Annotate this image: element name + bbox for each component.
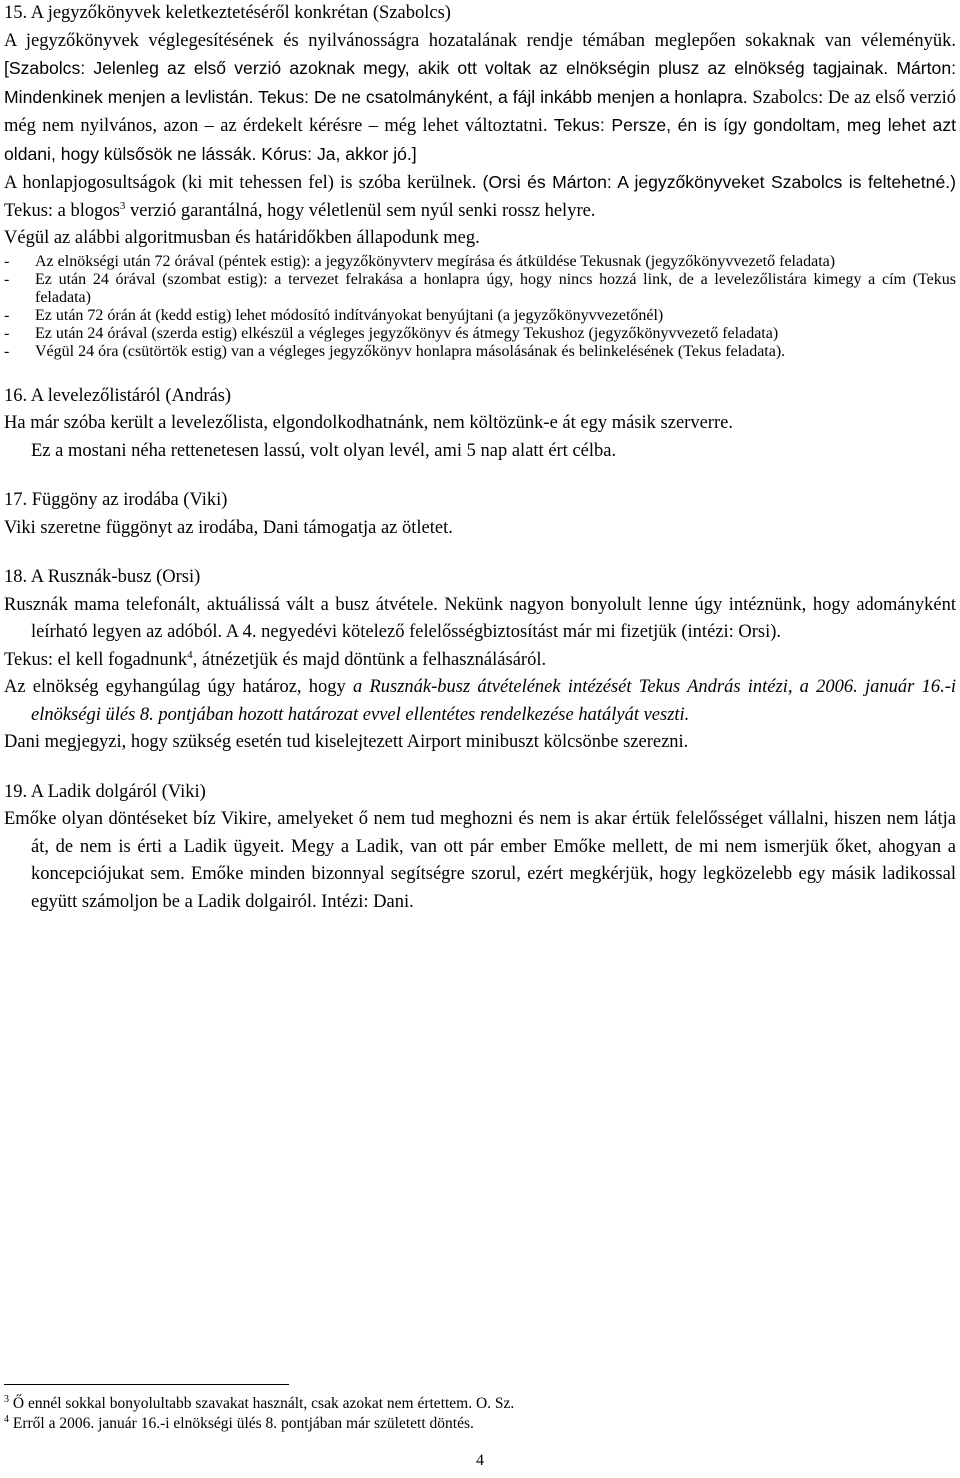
list-item: - Ez után 24 órával (szombat estig): a tervezet felrakása a honlapra úgy, hogy nincs hozzá link, de a levelezőlistára kimegy a cím (Tekus feladata)	[4, 270, 956, 306]
footnote-separator	[4, 1384, 289, 1385]
section-18-text: Rusznák mama telefonált, aktuálissá vált a busz átvétele. Nekünk nagyon bonyolult lenne úgy intéznünk, hogy adományként leírható legyen az adóból. A 4. negyedévi kötelező felelősségbiztosítást már mi fizetjük (intézi: Orsi).	[4, 594, 956, 642]
footnote-ref-3: 3	[119, 199, 126, 212]
list-item: - Az elnökségi után 72 órával (péntek estig): a jegyzőkönyvterv megírása és átküldése Tekusnak (jegyzőkönyvvezető feladata)	[4, 252, 836, 270]
list-item: - Végül 24 óra (csütörtök estig) van a végleges jegyzőkönyv honlapra másolásának és belinkelésének (Tekus feladata).	[4, 342, 786, 360]
footnote-4: $^4$ Erről a 2006. január 16.-i elnökségi ülés 8. pontjában már született döntés.	[4, 1413, 474, 1432]
section-15-rights: A honlapjogosultságok (ki mit tehessen fel) is szóba kerülnek. (Orsi és Márton: A jegyzőkönyveket Szabolcs is feltehetné.) Tekus: a blogos$^3$ verzió garantálná, hogy véletlenül sem nyúl senki rossz helyre.	[4, 172, 956, 221]
section-18-title: 18. A Rusznák-busz (Orsi)	[4, 567, 201, 587]
section-15-title: 15. A jegyzőkönyvek keletkeztetéséről konkrétan (Szabolcs)	[4, 3, 451, 23]
section-15-discussion: A jegyzőkönyvek véglegesítésének és nyilvánosságra hozatalának rendje témában meglepően sokaknak van véleményük. [Szabolcs: Jelenleg az első verzió azoknak megy, akik ott voltak az elnökségin plusz az elnökség tagjainak. Márton: Mindenkinek menjen a levlistán. Tekus: De ne csatolmányként, a fájl inkább menjen a honlapra. Szabolcs: De az első verzió még nem nyilvános, azon – az érdekelt kérésre – még lehet változtatni. Tekus: Persze, én is így gondoltam, meg lehet azt oldani, hogy külsősök ne lássák. Kórus: Ja, akkor jó.]	[4, 30, 957, 164]
section-17-title: 17. Függöny az irodába (Viki)	[4, 490, 228, 510]
section-17-text: Viki szeretne függönyt az irodába, Dani támogatja az ötletet.	[4, 517, 453, 538]
footnote-3: $^3$ Ő ennél sokkal bonyolultabb szavakat használt, csak azokat nem értettem. O. Sz.	[4, 1393, 515, 1412]
list-item: - Ez után 24 órával (szerda estig) elkészül a végleges jegyzőkönyv és átmegy Tekushoz (jegyzőkönyvvezető feladata)	[4, 324, 779, 342]
section-16-title: 16. A levelezőlistáról (András)	[4, 385, 232, 406]
list-item: - Ez után 72 órán át (kedd estig) lehet módosító indítványokat benyújtani (a jegyzőkönyvvezetőnél)	[4, 306, 664, 324]
section-18-tekus: Tekus: el kell fogadnunk$^4$, átnézetjük és majd döntünk a felhasználásáról.	[4, 648, 547, 670]
section-19-title: 19. A Ladik dolgáról (Viki)	[4, 781, 206, 802]
page-number: 4	[476, 1452, 484, 1469]
footnote-ref-4: 4	[187, 648, 193, 661]
section-19-text: Emőke olyan döntéseket bíz Vikire, amelyeket ő nem tud meghozni és nem is akar értük felelősséget vállalni, hiszen nem látja át, de nem is érti a Ladik ügyeit. Megy a Ladik, van ott pár ember Emőke mellett, de mi nem ismerjük őket, ahogyan a koncepciójukat sem. Emőke minden bizonnyal segítségre szorul, ezért megkérjük, hogy legközelebb egy másik ladikossal együtt számoljon be a Ladik dolgairól. Intézi: Dani.	[4, 809, 956, 912]
section-15-final: Végül az alábbi algoritmusban és határidőkben állapodunk meg.	[4, 228, 480, 248]
section-16-text: Ha már szóba került a levelezőlista, elgondolkodhatnánk, nem költözünk-e át egy másik szerverre. Ez a mostani néha rettenetesen lassú, volt olyan levél, ami 5 nap alatt ért célba.	[4, 413, 733, 461]
section-18-decision: Az elnökség egyhangúlag úgy határoz, hogy a Rusznák-busz átvételének intézését Tekus András intézi, a 2006. január 16.-i elnökségi ülés 8. pontjában hozott határozat evvel ellentétes rendelkezése hatályát veszti.	[4, 677, 956, 725]
document-page	[4, 0, 956, 916]
section-18-dani: Dani megjegyzi, hogy szükség esetén tud kiselejtezett Airport minibuszt kölcsönbe szerezni.	[4, 732, 689, 752]
